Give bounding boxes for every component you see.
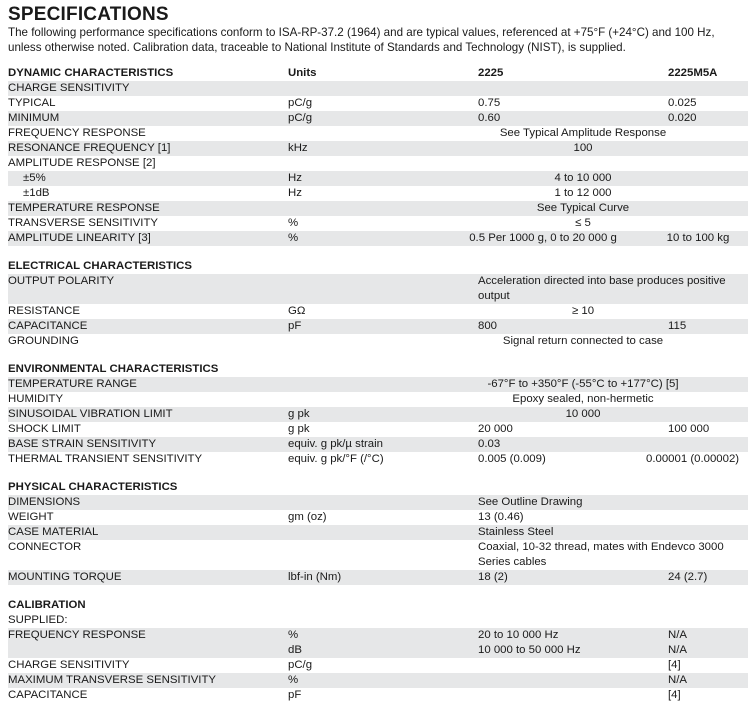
row-value-2225: 20 000	[478, 423, 513, 435]
row-label: CHARGE SENSITIVITY	[8, 659, 130, 671]
row-value-2225m5a: 100 000	[668, 423, 710, 435]
row-value-2225: 0.60	[478, 112, 501, 124]
spec-row	[8, 141, 748, 156]
row-value-shared: Stainless Steel	[478, 526, 554, 538]
row-unit: %	[288, 629, 299, 641]
row-value-shared: Signal return connected to case	[502, 335, 664, 347]
row-label: CONNECTOR	[8, 541, 82, 553]
spec-row	[8, 452, 748, 467]
row-value-2225: 0.005 (0.009)	[478, 453, 546, 465]
row-value-shared: -67°F to +350°F (-55°C to +177°C) [5]	[487, 378, 679, 390]
spec-row	[8, 613, 748, 628]
row-value-shared: Coaxial, 10-32 thread, mates with Endevco 3000 Series cables	[478, 541, 724, 568]
row-unit: g pk	[288, 423, 310, 435]
intro-paragraph: The following performance specifications conform to ISA-RP-37.2 (1964) and are typical values, referenced at +75°F (+24°C) and 100 Hz, unless otherwise noted. Calibration data, traceable to National Institute of Standards and Technology (NIST), is supplied.	[8, 26, 715, 54]
row-label: TEMPERATURE RANGE	[8, 378, 137, 390]
calibration-header-row	[8, 598, 748, 613]
row-value-2225m5a: [4]	[668, 689, 681, 701]
row-value-shared: 13 (0.46)	[478, 511, 524, 523]
row-label: HUMIDITY	[8, 393, 64, 405]
spec-row	[8, 570, 748, 585]
row-value-2225m5a: 0.00001 (0.00002)	[646, 453, 740, 465]
spec-row	[8, 510, 748, 525]
row-value-shared: See Outline Drawing	[478, 496, 583, 508]
page-title: SPECIFICATIONS	[8, 4, 169, 25]
spec-row	[8, 231, 748, 246]
spec-table	[8, 66, 748, 703]
section-header: ELECTRICAL CHARACTERISTICS	[8, 260, 192, 272]
row-value-shared: 4 to 10 000	[554, 172, 612, 184]
spec-row	[8, 126, 748, 141]
row-label: ±1dB	[23, 187, 50, 199]
row-unit: gm (oz)	[288, 511, 327, 523]
row-unit: Hz	[288, 172, 302, 184]
spec-row	[8, 334, 748, 349]
row-unit: equiv. g pk/µ strain	[288, 438, 383, 450]
row-value-shared: Acceleration directed into base produces positive output	[478, 275, 726, 302]
row-value-shared: See Typical Curve	[536, 202, 630, 214]
spec-row	[8, 673, 748, 688]
row-value-2225m5a: 115	[668, 320, 687, 332]
row-label: CAPACITANCE	[8, 320, 88, 332]
row-value-2225m5a: 0.020	[668, 112, 697, 124]
physical-header-row	[8, 480, 748, 495]
spec-row	[8, 628, 748, 643]
spec-row	[8, 495, 748, 510]
spec-row	[8, 156, 748, 171]
row-label: CAPACITANCE	[8, 689, 88, 701]
row-label: TRANSVERSE SENSITIVITY	[8, 217, 159, 229]
dynamic-header-row	[8, 66, 748, 81]
row-value-2225: 10 000 to 50 000 Hz	[478, 644, 581, 656]
row-label: THERMAL TRANSIENT SENSITIVITY	[8, 453, 203, 465]
row-value-2225m5a: N/A	[668, 644, 687, 656]
spec-row	[8, 81, 748, 96]
row-value-shared: 1 to 12 000	[554, 187, 612, 199]
row-label: AMPLITUDE LINEARITY [3]	[8, 232, 151, 244]
row-label: MAXIMUM TRANSVERSE SENSITIVITY	[8, 674, 217, 686]
row-label: SINUSOIDAL VIBRATION LIMIT	[8, 408, 173, 420]
row-label: TYPICAL	[8, 97, 56, 109]
spec-row	[8, 392, 748, 407]
row-value-2225m5a: N/A	[668, 629, 687, 641]
row-value-2225: 18 (2)	[478, 571, 508, 583]
spec-row	[8, 111, 748, 126]
row-label: MOUNTING TORQUE	[8, 571, 122, 583]
row-label: FREQUENCY RESPONSE	[8, 629, 146, 641]
row-label: FREQUENCY RESPONSE	[8, 127, 146, 139]
row-unit: pC/g	[288, 659, 313, 671]
row-unit: %	[288, 674, 299, 686]
row-value-2225: 0.03	[478, 438, 501, 450]
row-unit: pC/g	[288, 112, 313, 124]
section-header: DYNAMIC CHARACTERISTICS	[8, 67, 174, 79]
row-value-shared: Epoxy sealed, non-hermetic	[512, 393, 654, 405]
row-value-2225m5a: 0.025	[668, 97, 697, 109]
spec-row	[8, 437, 748, 452]
row-label: TEMPERATURE RESPONSE	[8, 202, 160, 214]
row-unit: Hz	[288, 187, 302, 199]
row-label: SHOCK LIMIT	[8, 423, 81, 435]
section-header: ENVIRONMENTAL CHARACTERISTICS	[8, 363, 219, 375]
row-label: AMPLITUDE RESPONSE [2]	[8, 157, 156, 169]
row-value-shared: ≥ 10	[571, 305, 595, 317]
row-label: ±5%	[23, 172, 46, 184]
spec-row	[8, 540, 748, 570]
row-unit: kHz	[288, 142, 308, 154]
row-label: RESONANCE FREQUENCY [1]	[8, 142, 171, 154]
row-value-shared: 10 000	[565, 408, 601, 420]
section-header: CALIBRATION	[8, 599, 86, 611]
spec-row	[8, 688, 748, 703]
row-label: RESISTANCE	[8, 305, 80, 317]
spec-row	[8, 407, 748, 422]
model-2225-header: 2225	[478, 67, 504, 79]
spec-row	[8, 525, 748, 540]
spec-row	[8, 422, 748, 437]
row-label: DIMENSIONS	[8, 496, 81, 508]
row-label: OUTPUT POLARITY	[8, 275, 115, 287]
row-label: GROUNDING	[8, 335, 79, 347]
row-value-2225: 0.5 Per 1000 g, 0 to 20 000 g	[469, 232, 617, 244]
row-unit: pC/g	[288, 97, 313, 109]
spec-row	[8, 201, 748, 216]
row-label: CHARGE SENSITIVITY	[8, 82, 130, 94]
spec-row	[8, 304, 748, 319]
electrical-header-row	[8, 259, 748, 274]
row-value-2225m5a: [4]	[668, 659, 681, 671]
row-unit: GΩ	[288, 305, 306, 317]
units-header: Units	[288, 67, 317, 79]
row-value-2225m5a: 10 to 100 kg	[666, 232, 730, 244]
spec-row	[8, 171, 748, 186]
row-value-2225m5a: 24 (2.7)	[668, 571, 708, 583]
row-label: SUPPLIED:	[8, 614, 68, 626]
spec-row	[8, 274, 748, 304]
row-value-shared: See Typical Amplitude Response	[499, 127, 667, 139]
spec-row	[8, 377, 748, 392]
spec-row	[8, 216, 748, 231]
section-header: PHYSICAL CHARACTERISTICS	[8, 481, 178, 493]
row-unit: %	[288, 217, 299, 229]
row-value-shared: 100	[573, 142, 593, 154]
row-unit: g pk	[288, 408, 310, 420]
row-unit: %	[288, 232, 299, 244]
spec-row	[8, 186, 748, 201]
spec-row	[8, 319, 748, 334]
row-label: BASE STRAIN SENSITIVITY	[8, 438, 157, 450]
row-value-shared: ≤ 5	[575, 217, 591, 229]
row-value-2225: 20 to 10 000 Hz	[478, 629, 559, 641]
spec-row	[8, 658, 748, 673]
row-unit: dB	[288, 644, 302, 656]
row-label: WEIGHT	[8, 511, 54, 523]
row-unit: equiv. g pk/°F (/°C)	[288, 453, 384, 465]
row-label: MINIMUM	[8, 112, 60, 124]
environmental-header-row	[8, 362, 748, 377]
row-value-2225: 800	[478, 320, 498, 332]
row-value-2225m5a: N/A	[668, 674, 687, 686]
spec-row	[8, 643, 748, 658]
row-unit: lbf-in (Nm)	[288, 571, 342, 583]
spec-row	[8, 96, 748, 111]
row-value-2225: 0.75	[478, 97, 501, 109]
row-unit: pF	[288, 689, 302, 701]
model-2225m5a-header: 2225M5A	[668, 67, 718, 79]
row-unit: pF	[288, 320, 302, 332]
row-label: CASE MATERIAL	[8, 526, 99, 538]
